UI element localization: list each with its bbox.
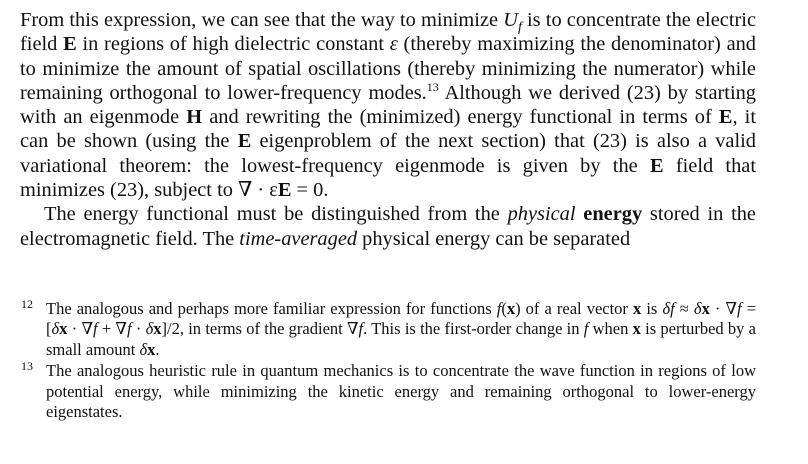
text-segment: Although we derived (23) by starting with an eigenmode [20,81,756,129]
text-segment: · ∇ [67,319,93,339]
text-segment: x [59,319,68,339]
footnote-number: 13 [21,359,33,374]
page [20,8,756,424]
text-segment: · ∇ [709,298,738,318]
text-segment: E [63,33,77,56]
footnotes [20,296,757,423]
text-segment: energy [583,203,643,226]
text-segment: . [155,339,160,359]
text-segment: eigenproblem of the next section) that (23) is also a valid variational theorem: the lowest-frequency eigenmode is given by the [20,130,756,177]
text-segment: U [503,9,518,31]
text-segment: The energy functional must be distinguished from the [44,203,508,226]
text-segment: ]/2, in terms of the gradient ∇ [161,319,359,339]
text-segment: is perturbed by a small amount [46,319,757,359]
text-segment: when [588,319,633,339]
text-segment: δ [693,298,702,318]
text-segment: physical energy can be separated [357,227,631,250]
footnote [20,296,757,361]
text-segment: f [92,319,98,339]
text-segment: The analogous heuristic rule in quantum mechanics is to concentrate the wave function in regions of low potential energy, while minimizing the kinetic energy and remaining orthogonal to lower-energy eigenstates. [46,361,756,422]
text-segment: in regions of high dielectric constant [76,33,390,56]
text-segment: ∇ · ε [238,179,278,202]
text-segment: is [641,298,663,318]
text-segment: f [126,319,132,339]
footnote [20,361,756,423]
text-segment: x [632,319,641,339]
text-segment: ( [501,298,507,318]
text-segment: δ [139,339,148,359]
text-segment: . This is the first-order change in [363,319,584,339]
text-segment: (thereby maximizing the denominator) and to minimize the amount of spatial oscillations (thereby minimizing the numerator) while remaining orthogonal to lower-frequency modes. [20,33,757,104]
text-segment: , it can be shown (using the [20,106,756,153]
text-segment: f [517,20,522,36]
text-segment: E [237,130,252,153]
text-segment: δ [145,319,154,339]
text-segment: ε [389,33,398,56]
text-segment: E [649,154,664,177]
text-segment: and rewriting the (minimized) energy functional in terms of [202,106,719,129]
paragraph [20,202,756,251]
text-segment: E [718,106,733,129]
text-segment: = 0. [291,179,329,202]
text-segment: x [147,339,156,359]
body-text [20,8,756,251]
text-segment: is to concentrate the electric field [20,9,756,56]
footnote-number: 12 [21,296,33,311]
text-segment: ) of a real vector [515,298,634,318]
text-segment: f [737,298,742,318]
text-segment: x [701,298,710,318]
text-segment: E [277,179,292,202]
text-segment: 13 [426,79,439,94]
text-segment: f [358,319,364,339]
text-segment: x [633,298,642,318]
text-segment: δf [662,298,675,318]
text-segment: x [506,298,516,318]
paragraph [20,8,756,202]
text-segment: x [153,319,162,339]
text-segment: f [583,319,589,339]
text-segment: H [186,106,203,129]
text-segment: field that minimizes (23), subject to [20,154,757,202]
text-segment: δ [51,319,60,339]
text-segment: f [496,298,502,318]
text-segment: ≈ [674,298,694,318]
text-segment: + ∇ [97,319,127,339]
text-segment: physical [507,203,576,226]
text-segment: · [131,319,146,339]
text-segment: The analogous and perhaps more familiar expression for functions [46,298,497,318]
text-segment: = [ [46,298,757,339]
text-segment: time-averaged [239,227,358,250]
text-segment: stored in the electromagnetic field. The [20,203,756,250]
text-segment: From this expression, we can see that the way to minimize [20,9,504,31]
